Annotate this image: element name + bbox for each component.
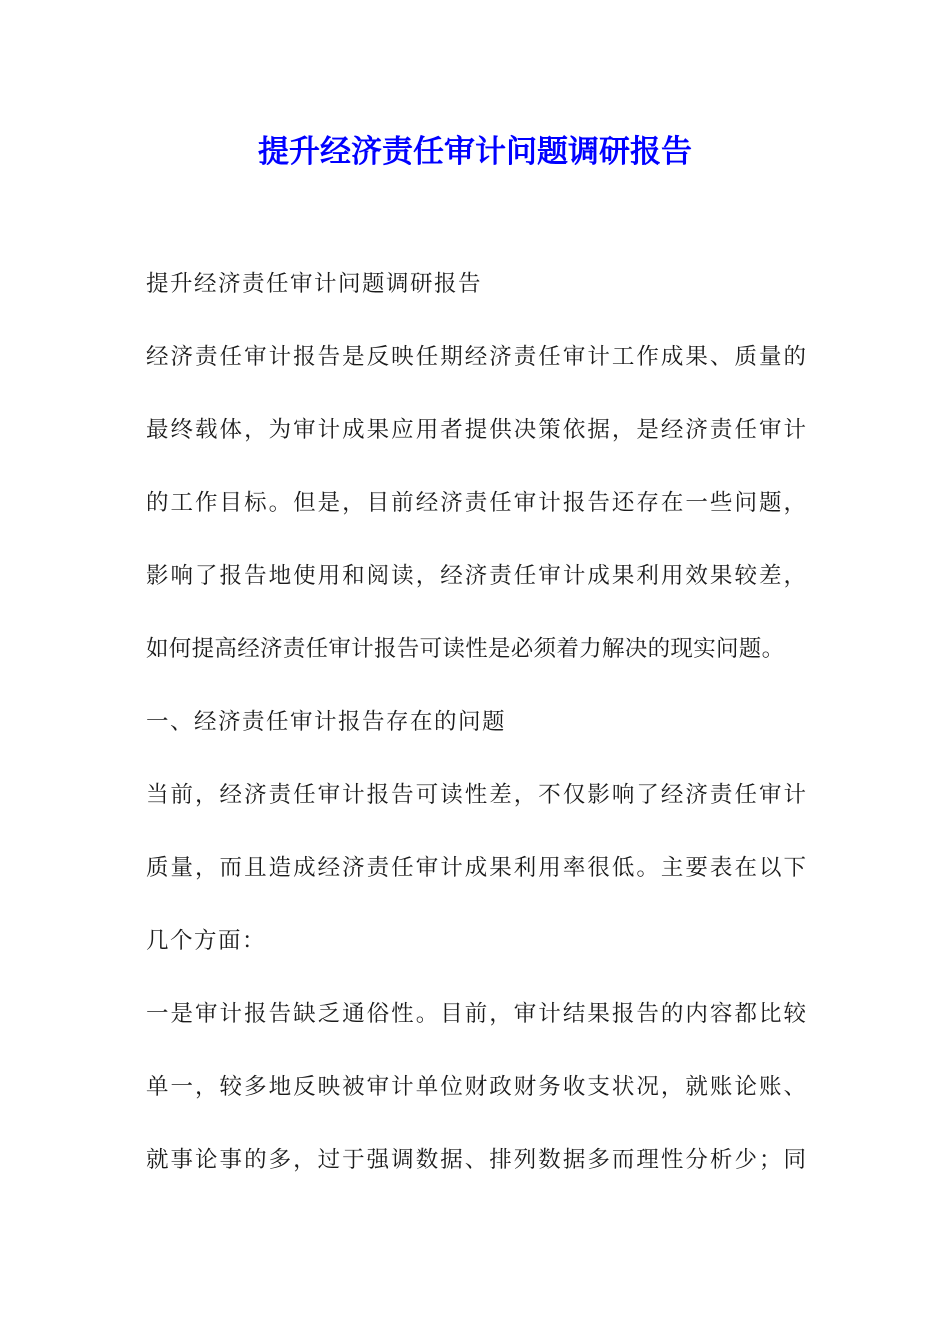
paragraph-line: 影响了报告地使用和阅读，经济责任审计成果利用效果较差，	[146, 563, 806, 589]
paragraph-line: 一是审计报告缺乏通俗性。目前，审计结果报告的内容都比较	[146, 1001, 806, 1027]
paragraph-line: 提升经济责任审计问题调研报告	[146, 271, 483, 297]
paragraph-line: 经济责任审计报告是反映任期经济责任审计工作成果、质量的	[146, 344, 806, 370]
document-body	[146, 262, 806, 1211]
section-heading: 一、经济责任审计报告存在的问题	[146, 709, 507, 735]
paragraph-line: 几个方面：	[146, 928, 267, 954]
paragraph-line: 单一，较多地反映被审计单位财政财务收支状况，就账论账、	[146, 1074, 806, 1100]
paragraph-line: 如何提高经济责任审计报告可读性是必须着力解决的现实问题。	[146, 636, 785, 662]
paragraph-line: 最终载体，为审计成果应用者提供决策依据，是经济责任审计	[146, 417, 806, 443]
paragraph-line: 质量，而且造成经济责任审计成果利用率很低。主要表在以下	[146, 855, 806, 881]
document-title: 提升经济责任审计问题调研报告	[258, 134, 692, 170]
paragraph-line: 的工作目标。但是，目前经济责任审计报告还存在一些问题，	[146, 490, 806, 516]
paragraph-line: 就事论事的多，过于强调数据、排列数据多而理性分析少；同	[146, 1147, 806, 1173]
paragraph-line: 当前，经济责任审计报告可读性差，不仅影响了经济责任审计	[146, 782, 806, 808]
